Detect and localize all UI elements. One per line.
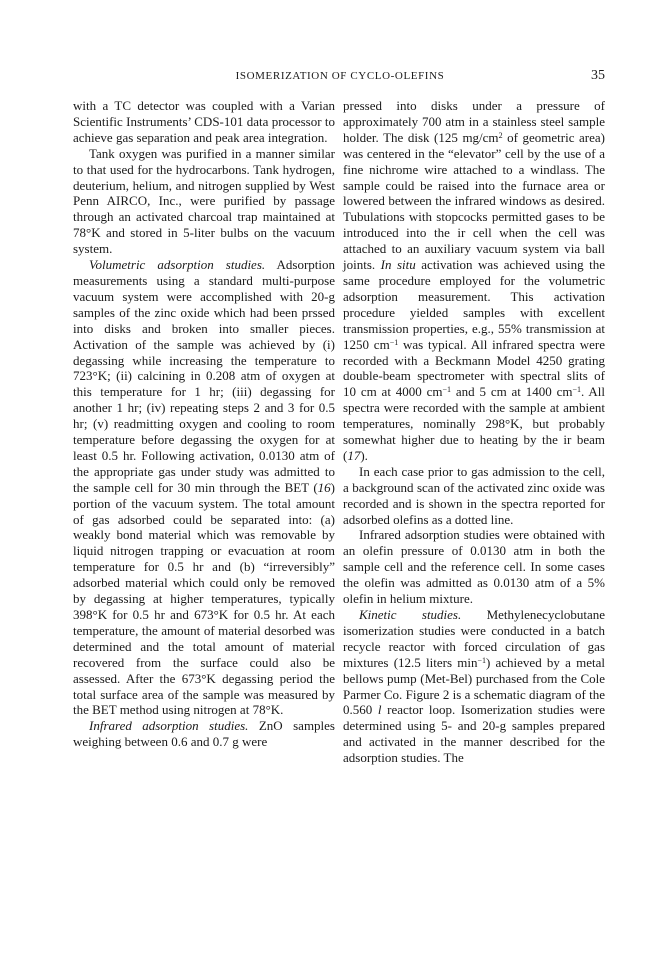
paragraph-text: Adsorption measurements using a standard multi-purpose vacuum system were accomplished with 20-g samples of the zinc oxide which had been prssed into disks and broken into smaller pieces. Activation of the sample was achieved by (i) degassing while increasing the temperature to 723°K; (ii) calcining in 0.208 atm of oxygen at this temperature for 1 hr; (iii) degassing for another 1 hr; (iv) repeating steps 2 and 3 for 0.5 hr; (v) readmitting oxygen and cooling to room temperature before degassing the oxygen for at least 0.5 hr. Following activation, 0.0130 atm of the appropriate gas under study was admitted to the sample cell for 30 min through the BET ( bbox=[73, 257, 335, 495]
paragraph-text: Methylenecyclobutane isomerization studies were conducted in a batch recycle reactor with forced circulation of gas mixtures (12.5 liters min bbox=[343, 607, 605, 670]
liter-symbol: l bbox=[377, 702, 382, 718]
paragraph-infrared-conditions: Infrared adsorption studies were obtained with an olefin pressure of 0.0130 atm in both the sample cell and the reference cell. In some cases the olefin was admitted as 0.0130 atm of a 5% olefin in helium mixture. bbox=[343, 527, 605, 607]
reference-citation: 16 bbox=[317, 479, 331, 495]
paragraph-text: activation was achieved using the same procedure employed for the volumetric adsorption measurement. This activation procedure yielded samples with excellent transmission properties, e.g., 55% transmission at 1250 cm bbox=[343, 257, 605, 352]
paragraph-text: pressed into disks under a pressure of approximately 700 atm in a stainless steel sample holder. The disk (125 mg/cm bbox=[343, 98, 605, 145]
paragraph-text: ). bbox=[360, 447, 368, 463]
paragraph-text: ) portion of the vacuum system. The total amount of gas adsorbed could be separated into: (a) weakly bond material which was removable by liquid nitrogen trapping or evacuation at room temperature for 0.5 hr and (b) “irreversibly” adsorbed material which could only be removed by degassing at higher temperatures, typically 398°K for 0.5 hr and 673°K for 0.5 hr. At each temperature, the amount of material desorbed was determined and the total amount of material recovered from the surface could also be assessed. After the 673°K degassing period the total surface area of the sample was measured by the BET method using nitrogen at 78°K. bbox=[73, 479, 335, 718]
superscript: 2 bbox=[498, 130, 503, 140]
paragraph-infrared-continued bbox=[343, 98, 605, 464]
run-in-heading-volumetric: Volumetric adsorption studies. bbox=[89, 257, 266, 273]
paragraph-infrared-adsorption-start bbox=[73, 718, 335, 750]
paragraph-text: of geometric area) was centered in the “elevator” cell by the use of a fine nichrome wire attached to a windlass. The sample could be raised into the furnace area or lowered between the infrared windows as desired. Tubulations with stopcocks permitted gases to be introduced into the ir cell when the cell was attached to an auxiliary vacuum system via ball joints. bbox=[343, 129, 606, 273]
run-in-heading-kinetic: Kinetic studies. bbox=[359, 607, 462, 622]
superscript: −1 bbox=[572, 385, 581, 395]
paragraph-text: . All spectra were recorded with the sample at ambient temperatures, nominally 298°K, but probably somewhat higher due to heating by the ir beam ( bbox=[343, 384, 605, 463]
reference-citation: 17 bbox=[347, 447, 361, 463]
paragraph-text: ZnO samples weighing between 0.6 and 0.7 g were bbox=[73, 718, 335, 750]
paragraph-gas-purification: Tank oxygen was purified in a manner similar to that used for the hydrocarbons. Tank hydrogen, deuterium, helium, and nitrogen supplied by West Penn AIRCO, Inc., were purified by passage through an activated charcoal trap maintained at 78°K and stored in 5-liter bulbs on the vacuum system. bbox=[73, 145, 335, 257]
left-column bbox=[73, 98, 335, 750]
paragraph-background-scan: In each case prior to gas admission to the cell, a background scan of the activated zinc oxide was recorded and is shown in the spectra reported for adsorbed olefins as a dotted line. bbox=[343, 463, 605, 527]
in-situ-italic: In situ bbox=[380, 257, 416, 273]
superscript: −1 bbox=[389, 337, 399, 347]
right-column bbox=[343, 98, 605, 766]
page-number: 35 bbox=[591, 68, 605, 83]
paragraph-text: and 5 cm at 1400 cm bbox=[451, 384, 573, 400]
superscript: −1 bbox=[442, 385, 452, 395]
superscript: −1 bbox=[477, 655, 486, 665]
running-title: ISOMERIZATION OF CYCLO-OLEFINS bbox=[235, 70, 445, 82]
paragraph-continuation: with a TC detector was coupled with a Varian Scientific Instruments’ CDS-101 data processor to achieve gas separation and peak area integration. bbox=[73, 98, 335, 145]
paragraph-text: ) achieved by a metal bellows pump (Met-Bel) purchased from the Cole Parmer Co. Figure 2 is a schematic diagram of the 0.560 bbox=[343, 654, 606, 718]
paragraph-text: was typical. All infrared spectra were recorded with a Beckmann Model 4250 grating double-beam spectrometer with spectral slits of 10 cm at 4000 cm bbox=[343, 336, 605, 400]
paragraph-volumetric-adsorption bbox=[73, 257, 335, 718]
run-in-heading-infrared: Infrared adsorption studies. bbox=[89, 718, 249, 734]
paragraph-text: reactor loop. Isomerization studies were determined using 5- and 20-g samples prepared and activated in the manner described for the adsorption studies. The bbox=[343, 702, 605, 766]
paragraph-kinetic-studies bbox=[343, 607, 605, 766]
